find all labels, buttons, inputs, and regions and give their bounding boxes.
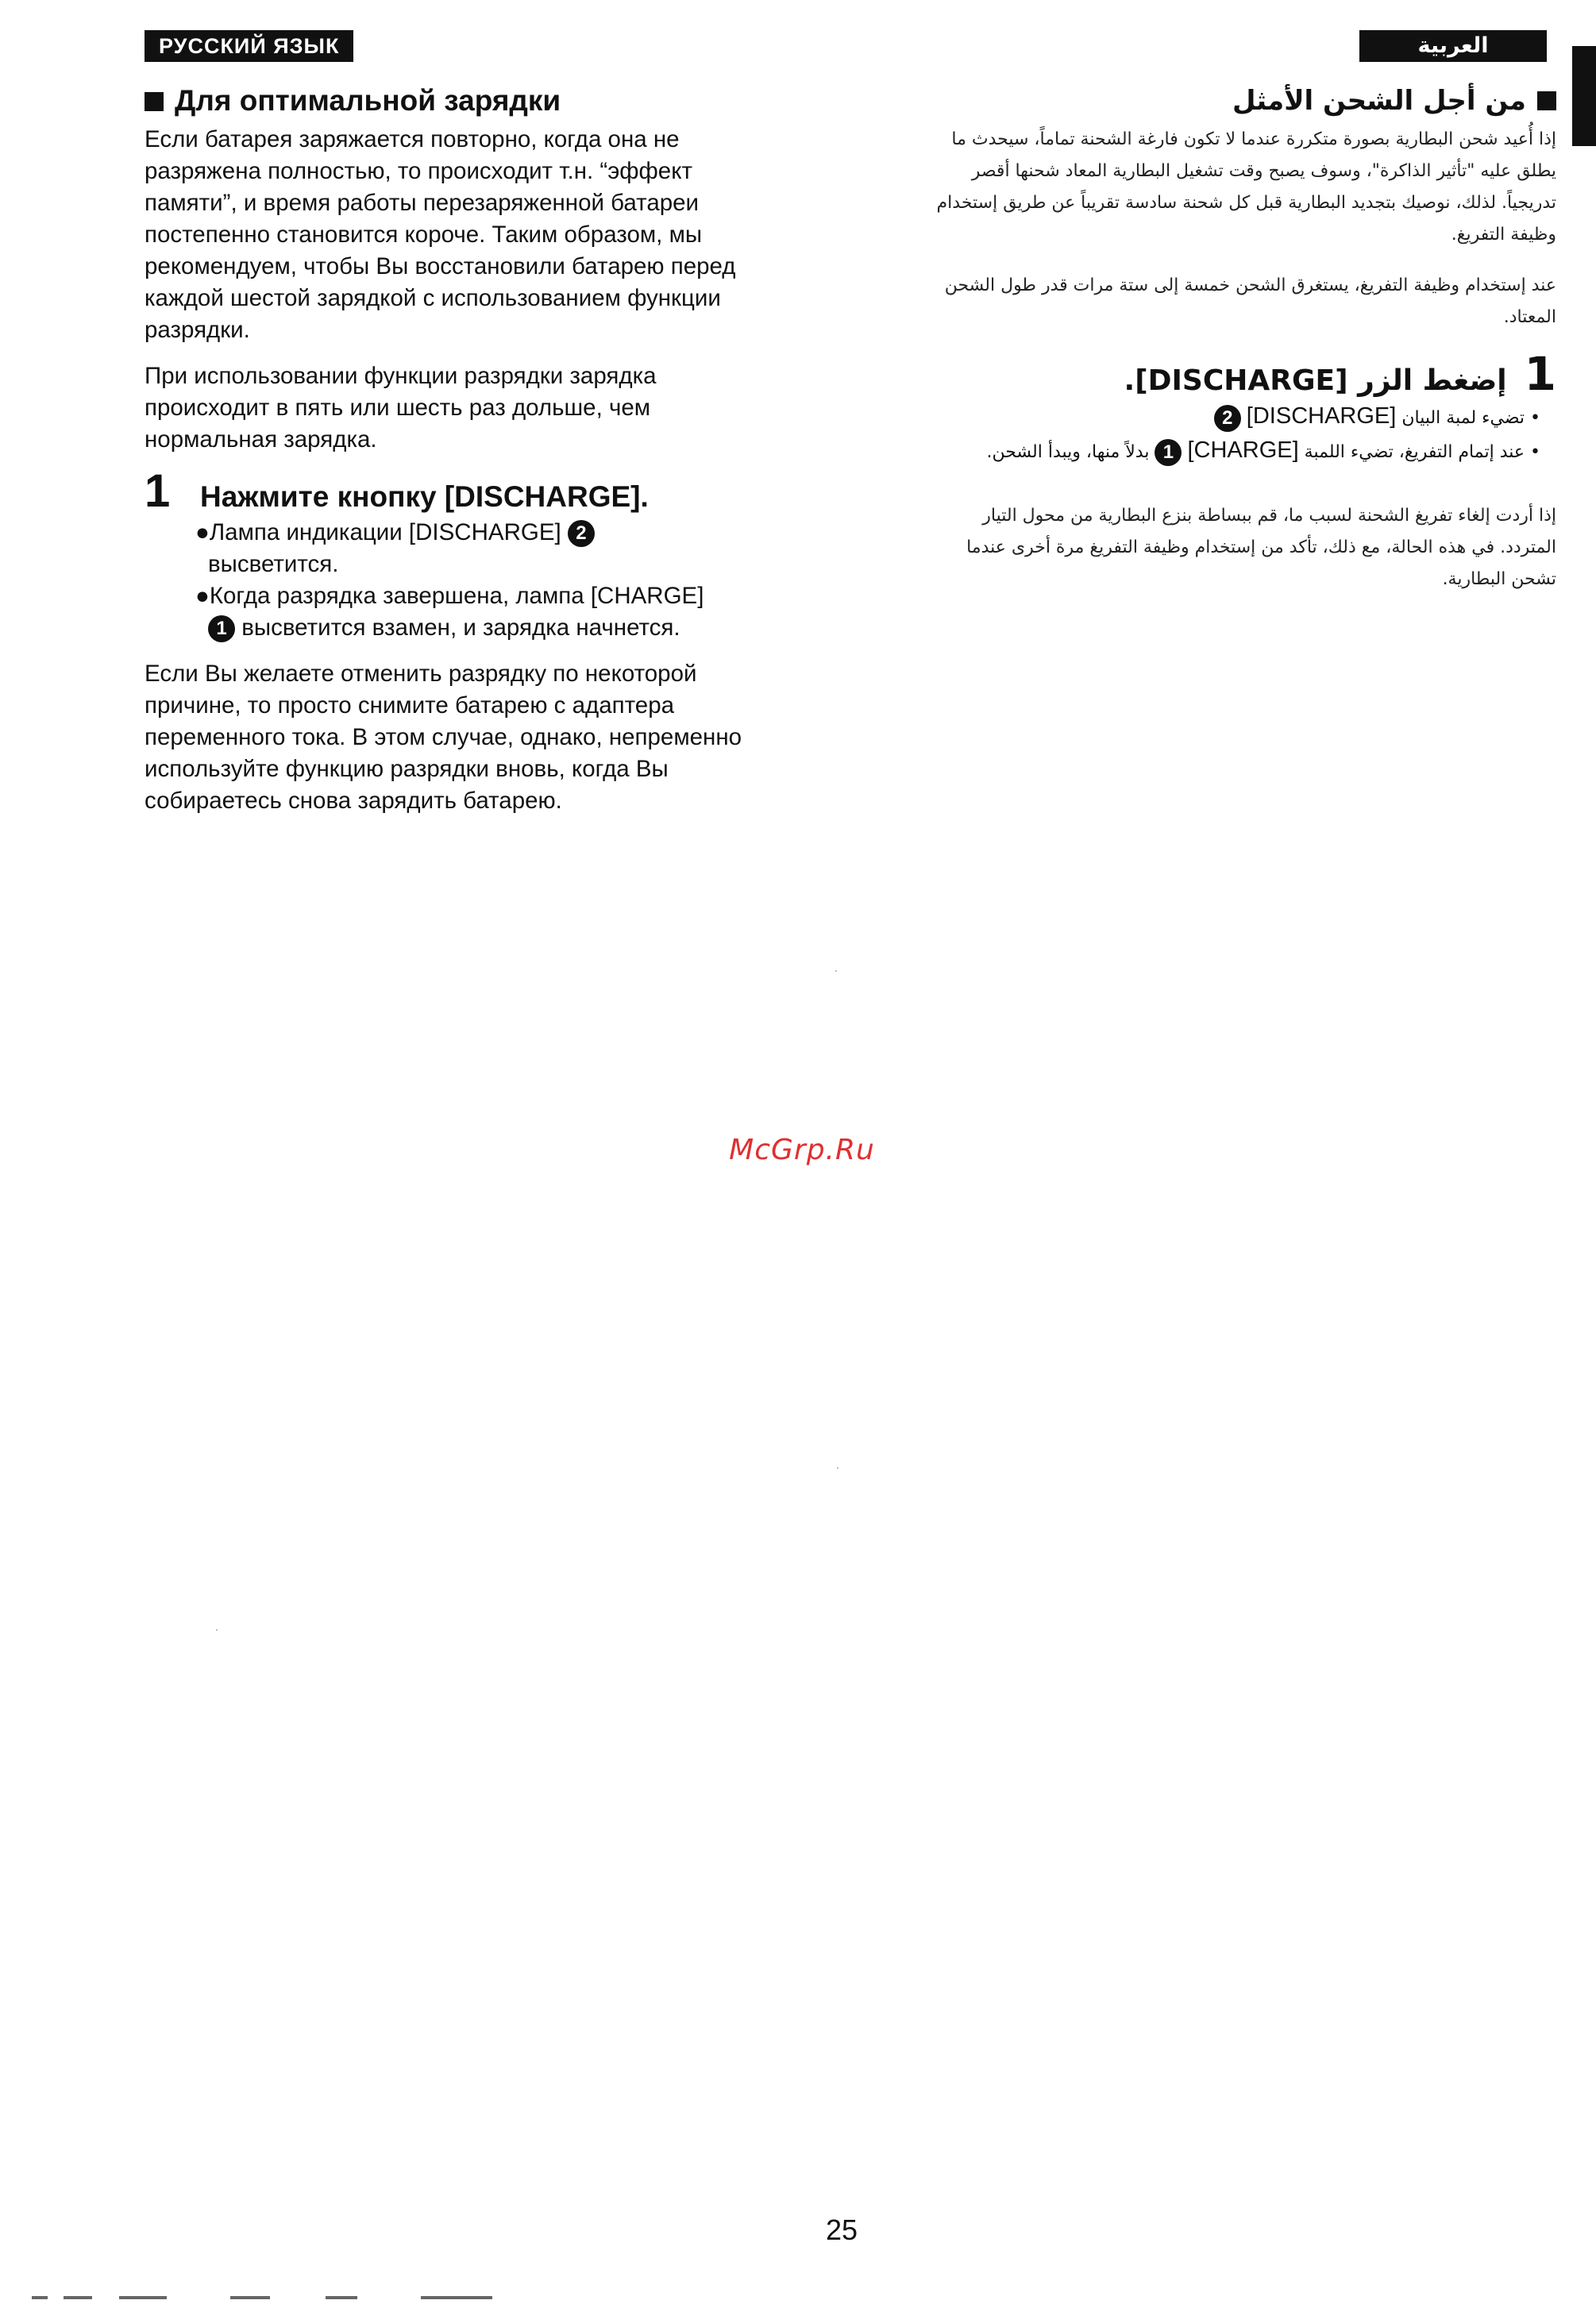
bullet-label-discharge: [DISCHARGE] <box>1246 403 1397 429</box>
bullet-text: • عند إتمام التفريغ، تضيء اللمبة <box>1304 442 1540 462</box>
step-title: إضغط الزر [DISCHARGE]. <box>1124 364 1507 397</box>
step-1-arabic <box>921 347 1556 401</box>
arabic-column <box>921 83 1556 615</box>
section-heading-text: Для оптимальной зарядки <box>175 84 561 117</box>
bullet-text: • تضيء لمبة البيان <box>1401 408 1540 428</box>
section-heading-arabic <box>921 83 1556 119</box>
bullet-discharge-lamp-arabic <box>921 400 1556 434</box>
step-1 <box>145 465 772 517</box>
scan-speck <box>216 1629 218 1631</box>
print-mark <box>230 2296 270 2299</box>
russian-column <box>145 83 772 831</box>
footer-print-marks <box>0 2293 1596 2304</box>
circled-number-1-icon: 1 <box>208 615 235 642</box>
page-edge-marker <box>1572 46 1596 146</box>
watermark-text: McGrp.Ru <box>729 1134 875 1166</box>
page-number: 25 <box>825 2213 858 2246</box>
bullet-text: ●Лампа индикации [DISCHARGE] <box>195 519 561 545</box>
print-mark <box>32 2296 48 2299</box>
bullet-discharge-lamp <box>145 517 772 580</box>
bullet-text-cont: высветится взамен, и зарядка начнется. <box>241 615 680 641</box>
bullet-text: ●Когда разрядка завершена, лампа [CHARGE] <box>195 583 704 609</box>
paragraph-discharge-duration-arabic: عند إستخدام وظيفة التفريغ، يستغرق الشحن خمسة إلى ستة مرات قدر طول الشحن المعتاد. <box>944 275 1556 327</box>
circled-number-1-icon: 1 <box>1155 439 1182 466</box>
bullet-charge-lamp <box>145 580 772 644</box>
bullet-text-cont: высветится. <box>208 551 339 577</box>
section-heading-text: من أجل الشحن الأمثل <box>1232 85 1526 117</box>
circled-number-2-icon: 2 <box>1214 405 1241 432</box>
square-bullet-icon <box>1537 91 1556 110</box>
language-tab-russian: РУССКИЙ ЯЗЫК <box>145 30 353 62</box>
paragraph-cancel-discharge: Если Вы желаете отменить разрядку по некоторой причине, то просто снимите батарею с адаптера переменного тока. В этом случае, однако, непременно используйте функцию разрядки вновь, когда Вы собираетесь снова зарядить батарею. <box>145 661 742 814</box>
scan-speck <box>835 970 837 972</box>
step-number: 1 <box>1524 347 1556 401</box>
language-tab-arabic: العربية <box>1359 30 1547 62</box>
scan-speck <box>837 1467 838 1469</box>
bullet-label-charge: [CHARGE] <box>1187 437 1299 463</box>
paragraph-cancel-discharge-arabic: إذا أردت إلغاء تفريغ الشحنة لسبب ما، قم ببساطة بنزع البطارية من محول التيار المتردد. في هذه الحالة، مع ذلك، تأكد من إستخدام وظيفة التفريغ مرة أخرى عندما تشحن البطارية. <box>966 506 1556 589</box>
step-title: Нажмите кнопку [DISCHARGE]. <box>200 480 649 513</box>
paragraph-memory-effect-arabic: إذا أُعيد شحن البطارية بصورة متكررة عندما لا تكون فارغة الشحنة تماماً، سيحدث ما يطلق عليه "تأثير الذاكرة"، وسوف يصبح وقت تشغيل البطارية المعاد شحنها أقصر تدريجياً. لذلك، نوصيك بتجديد البطارية قبل كل شحنة سادسة تقريباً عن طريق إستخدام وظيفة التفريغ. <box>936 129 1556 245</box>
print-mark <box>421 2296 492 2299</box>
circled-number-2-icon: 2 <box>568 520 595 547</box>
print-mark <box>64 2296 92 2299</box>
step-number: 1 <box>145 465 171 517</box>
paragraph-discharge-duration: При использовании функции разрядки зарядка происходит в пять или шесть раз дольше, чем нормальная зарядка. <box>145 363 657 453</box>
section-heading <box>145 83 772 119</box>
square-bullet-icon <box>145 92 164 111</box>
print-mark <box>119 2296 167 2299</box>
paragraph-memory-effect: Если батарея заряжается повторно, когда она не разряжена полностью, то происходит т.н. “эффект памяти”, и время работы перезаряженной батареи постепенно становится короче. Таким образом, мы рекомендуем, чтобы Вы восстановили батарею перед каждой шестой зарядкой с использованием функции разрядки. <box>145 126 736 343</box>
print-mark <box>326 2296 357 2299</box>
bullet-text-cont: بدلاً منها، ويبدأ الشحن. <box>986 442 1150 462</box>
bullet-charge-lamp-arabic <box>921 434 1556 468</box>
